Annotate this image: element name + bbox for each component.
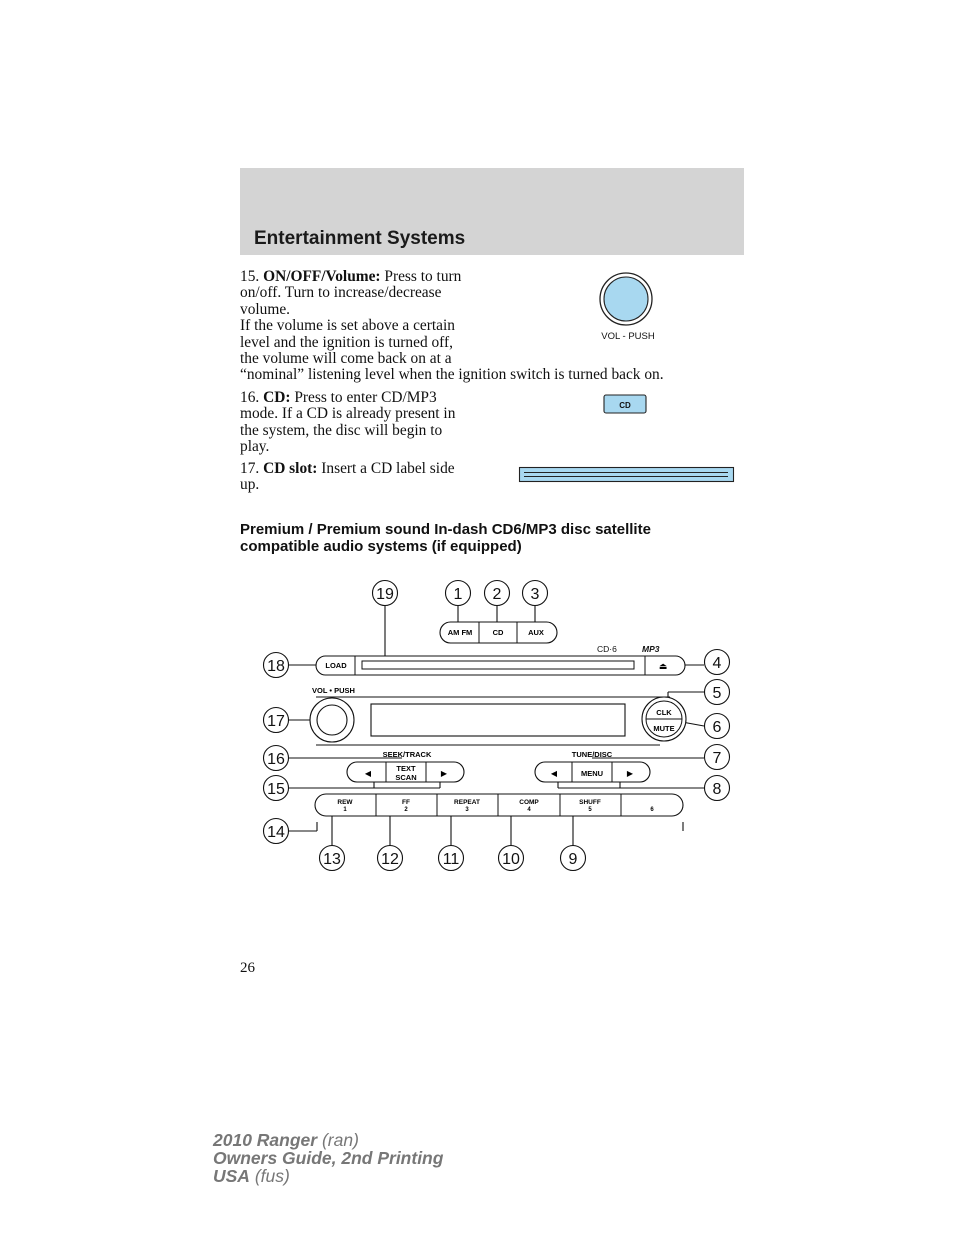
preset-3-number: 3	[465, 807, 469, 813]
seek-track-label: SEEK/TRACK	[382, 750, 432, 759]
item-number: 15.	[240, 268, 260, 285]
callout-13: 13	[323, 851, 341, 868]
vol-push-label: VOL - PUSH	[601, 331, 655, 342]
seek-left-button[interactable]: ◀	[364, 769, 372, 778]
item-line: Insert a CD label side	[317, 460, 455, 477]
item-number: 16.	[240, 389, 260, 406]
item-line: mode. If a CD is already present in	[240, 405, 456, 423]
tune-right-button[interactable]: ▶	[626, 769, 634, 778]
item-line: level and the ignition is turned off,	[240, 333, 454, 351]
item-line: Press to turn	[380, 268, 462, 285]
callout-2: 2	[492, 586, 502, 603]
callout-11: 11	[442, 851, 460, 868]
callout-10: 10	[502, 851, 520, 868]
page-title: Entertainment Systems	[254, 228, 466, 249]
tune-disc-label: TUNE/DISC	[571, 750, 613, 759]
page-number: 26	[240, 960, 255, 976]
callout-15: 15	[267, 781, 285, 798]
menu-button[interactable]: MENU	[580, 769, 604, 778]
callout-7: 7	[712, 750, 722, 767]
callout-1: 1	[453, 586, 463, 603]
item-16-text	[240, 390, 455, 456]
tune-left-button[interactable]: ◀	[550, 769, 558, 778]
radio-diagram	[255, 575, 745, 880]
footer-model: 2010 Ranger	[213, 1130, 318, 1150]
footer-market: USA	[213, 1166, 250, 1186]
callout-6: 6	[712, 719, 722, 736]
item-line: play.	[240, 438, 270, 456]
text-button-label[interactable]: TEXT	[396, 764, 416, 773]
footer	[213, 1131, 443, 1185]
preset-4-comp[interactable]: COMP	[519, 799, 539, 806]
callout-4: 4	[712, 655, 722, 672]
eject-button[interactable]: ⏏	[658, 661, 668, 671]
item-line: up.	[240, 476, 260, 494]
item-line: on/off. Turn to increase/decrease	[240, 284, 442, 302]
callout-17: 17	[267, 713, 285, 730]
scan-button-label[interactable]: SCAN	[395, 773, 417, 782]
cd6-brand: CD·6	[597, 644, 617, 654]
callout-14: 14	[267, 824, 285, 841]
preset-2-number: 2	[404, 807, 408, 813]
callout-8: 8	[712, 781, 722, 798]
cd-button-figure	[602, 393, 650, 417]
item-term: ON/OFF/Volume:	[263, 268, 381, 285]
volume-knob-figure	[590, 268, 670, 348]
item-line: “nominal” listening level when the ignition switch is turned back on.	[240, 366, 664, 384]
cd-button[interactable]: CD	[492, 628, 504, 637]
vol-push-label-radio: VOL • PUSH	[312, 686, 355, 695]
am-fm-button[interactable]: AM FM	[447, 628, 473, 637]
mp3-brand: MP3	[642, 644, 660, 654]
item-line: volume.	[240, 300, 291, 318]
footer-model-code: (ran)	[317, 1130, 359, 1150]
preset-2-ff[interactable]: FF	[402, 799, 410, 806]
item-line: If the volume is set above a certain	[240, 317, 455, 335]
section-title: Premium / Premium sound In-dash CD6/MP3 disc satellite compatible audio systems (if equipped)	[240, 521, 651, 555]
aux-button[interactable]: AUX	[528, 628, 544, 637]
callout-12: 12	[381, 851, 399, 868]
item-line: the volume will come back on at a	[240, 350, 452, 368]
preset-1-number: 1	[343, 807, 347, 813]
cd-button-label: CD	[619, 401, 631, 410]
footer-market-code: (fus)	[249, 1166, 290, 1186]
callout-16: 16	[267, 751, 285, 768]
preset-5-shuff[interactable]: SHUFF	[579, 799, 601, 806]
item-term: CD:	[263, 389, 291, 406]
callout-9: 9	[568, 851, 578, 868]
preset-4-number: 4	[527, 807, 531, 813]
callout-3: 3	[530, 586, 540, 603]
callout-5: 5	[712, 685, 722, 702]
preset-6-number[interactable]: 6	[650, 807, 654, 813]
item-line: Press to enter CD/MP3	[290, 389, 437, 406]
item-number: 17.	[240, 460, 260, 477]
callout-19: 19	[376, 586, 394, 603]
item-term: CD slot:	[263, 460, 318, 477]
item-17-text	[240, 461, 455, 494]
load-button[interactable]: LOAD	[325, 661, 347, 670]
seek-right-button[interactable]: ▶	[440, 769, 448, 778]
mute-button[interactable]: MUTE	[653, 724, 675, 733]
preset-3-repeat[interactable]: REPEAT	[454, 799, 480, 806]
clk-button[interactable]: CLK	[656, 708, 672, 717]
item-line: the system, the disc will begin to	[240, 421, 443, 439]
callout-18: 18	[267, 658, 285, 675]
preset-1-rew[interactable]: REW	[337, 799, 353, 806]
preset-5-number: 5	[588, 807, 592, 813]
cd-slot-figure	[518, 466, 736, 484]
footer-guide: Owners Guide, 2nd Printing	[213, 1148, 444, 1168]
